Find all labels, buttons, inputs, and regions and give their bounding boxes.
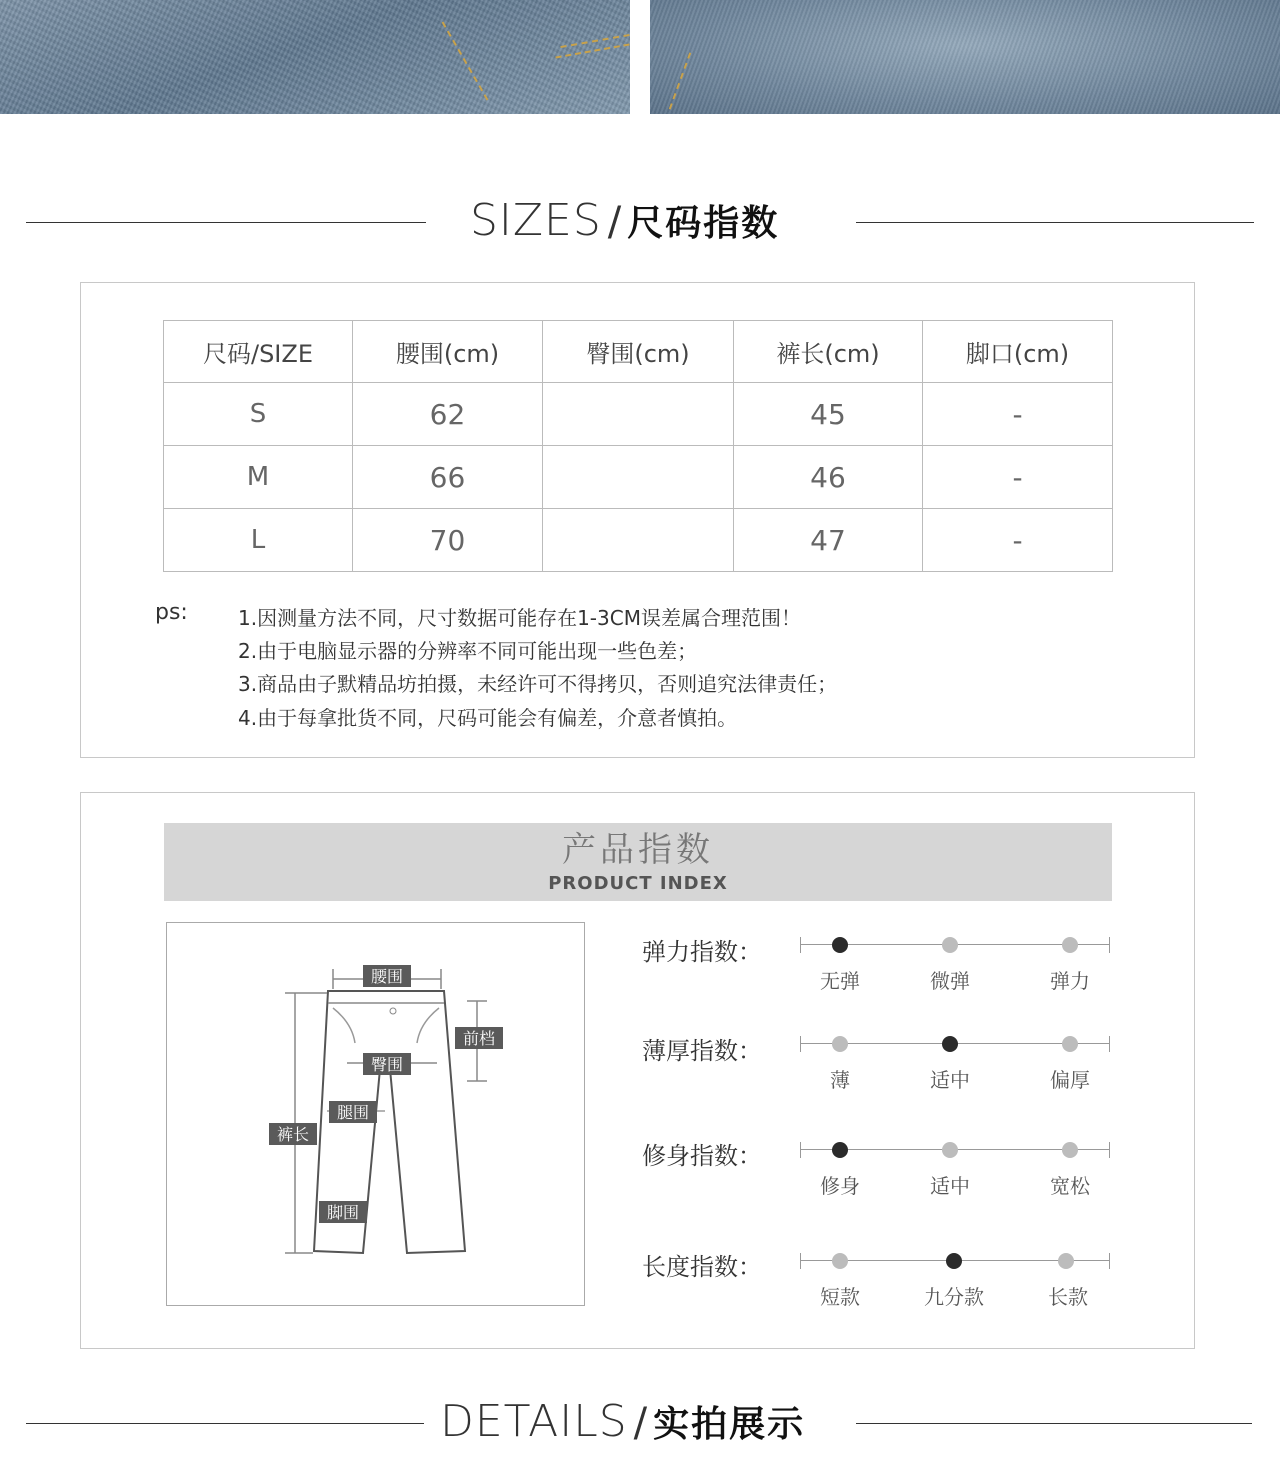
seam-stitch (669, 52, 691, 109)
index-dot (832, 1253, 848, 1269)
hem-cell: - (923, 509, 1113, 572)
index-dot (942, 1142, 958, 1158)
sizes-title (470, 195, 779, 246)
index-option: 长款 (1048, 1285, 1088, 1309)
thigh-label: 腿围 (336, 1103, 370, 1122)
index-option: 九分款 (924, 1285, 984, 1309)
index-label: 弹力指数： (642, 938, 762, 966)
size-cell: S (164, 383, 353, 446)
front-rise-tag (455, 1027, 503, 1049)
hip-cell (543, 509, 734, 572)
note-line: 1.因测量方法不同，尺寸数据可能存在1-3CM误差属合理范围！ (238, 606, 801, 630)
index-option: 弹力 (1050, 969, 1090, 993)
title-slash: / (633, 1400, 648, 1446)
waist-cell: 62 (353, 383, 543, 446)
waist-header-cell: 腰围(cm) (353, 321, 543, 383)
size-table-row (164, 383, 1113, 446)
hem-tag (319, 1201, 367, 1223)
hem-cell: - (923, 446, 1113, 509)
sizes-title-cn: 尺码指数 (627, 203, 780, 244)
note-line: 4.由于每拿批货不同，尺码可能会有偏差，介意者慎拍。 (238, 706, 738, 730)
index-dot (946, 1253, 962, 1269)
waist-cell: 70 (353, 509, 543, 572)
size-table-row (164, 509, 1113, 572)
length-cell: 47 (734, 509, 923, 572)
index-dot (832, 1036, 848, 1052)
details-title-cn: 实拍展示 (653, 1404, 806, 1445)
size-table-header-row (164, 321, 1113, 383)
seam-stitch (442, 22, 489, 101)
title-slash: / (607, 199, 622, 245)
note-line: 3.商品由子默精品坊拍摄，未经许可不得拷贝，否则追究法律责任； (238, 672, 838, 696)
index-dot (942, 1036, 958, 1052)
hem-cell: - (923, 383, 1113, 446)
index-option: 微弹 (930, 969, 970, 993)
notes-label: ps: (155, 600, 188, 625)
index-option: 适中 (930, 1068, 970, 1092)
index-track (800, 1251, 1110, 1271)
header-rule-left (26, 222, 426, 223)
size-table (163, 320, 1113, 572)
index-track (800, 1140, 1110, 1160)
sizes-title-en: SIZES (470, 195, 602, 246)
length-cell: 45 (734, 383, 923, 446)
hip-tag (363, 1053, 411, 1075)
front-rise-label: 前档 (462, 1029, 496, 1048)
index-dot (1062, 1036, 1078, 1052)
hem-label: 脚围 (326, 1203, 360, 1222)
hip-header-cell: 臀围(cm) (543, 321, 734, 383)
index-dot (942, 937, 958, 953)
index-dot (832, 1142, 848, 1158)
details-title-en: DETAILS (440, 1396, 628, 1447)
index-option: 适中 (930, 1174, 970, 1198)
index-option: 薄 (830, 1068, 850, 1092)
index-dot (1058, 1253, 1074, 1269)
length-label: 裤长 (276, 1125, 310, 1144)
index-option: 偏厚 (1050, 1068, 1090, 1092)
header-rule-right (856, 1423, 1252, 1424)
index-option: 修身 (820, 1174, 860, 1198)
pants-diagram-box (166, 922, 585, 1306)
thigh-tag (329, 1101, 377, 1123)
size-cell: M (164, 446, 353, 509)
index-label: 薄厚指数： (642, 1037, 762, 1065)
denim-photo-right (650, 0, 1280, 114)
index-option: 短款 (820, 1285, 860, 1309)
index-track (800, 1034, 1110, 1054)
length-header-cell: 裤长(cm) (734, 321, 923, 383)
details-section-header (0, 1396, 1280, 1456)
waist-label: 腰围 (370, 967, 404, 986)
waist-cell: 66 (353, 446, 543, 509)
size-header-cell: 尺码/SIZE (164, 321, 353, 383)
index-label: 长度指数： (642, 1253, 762, 1281)
index-dot (1062, 937, 1078, 953)
index-dot (832, 937, 848, 953)
index-option: 宽松 (1050, 1174, 1090, 1198)
product-index-title-en: PRODUCT INDEX (548, 873, 728, 894)
index-track (800, 935, 1110, 955)
hip-cell (543, 383, 734, 446)
pants-diagram (167, 923, 584, 1305)
size-cell: L (164, 509, 353, 572)
hip-cell (543, 446, 734, 509)
sizes-section-header (0, 195, 1280, 255)
waist-tag (363, 965, 411, 987)
header-rule-right (856, 222, 1254, 223)
product-index-banner (164, 823, 1112, 901)
index-dot (1062, 1142, 1078, 1158)
note-line: 2.由于电脑显示器的分辨率不同可能出现一些色差； (238, 639, 698, 663)
hem-header-cell: 脚口(cm) (923, 321, 1113, 383)
hip-label: 臀围 (370, 1055, 404, 1074)
index-option: 无弹 (820, 969, 860, 993)
product-index-title-cn: 产品指数 (562, 830, 714, 870)
details-title (440, 1396, 805, 1447)
size-table-row (164, 446, 1113, 509)
length-cell: 46 (734, 446, 923, 509)
length-tag (269, 1123, 317, 1145)
header-rule-left (26, 1423, 424, 1424)
denim-photo-left (0, 0, 630, 114)
index-label: 修身指数： (642, 1142, 762, 1170)
